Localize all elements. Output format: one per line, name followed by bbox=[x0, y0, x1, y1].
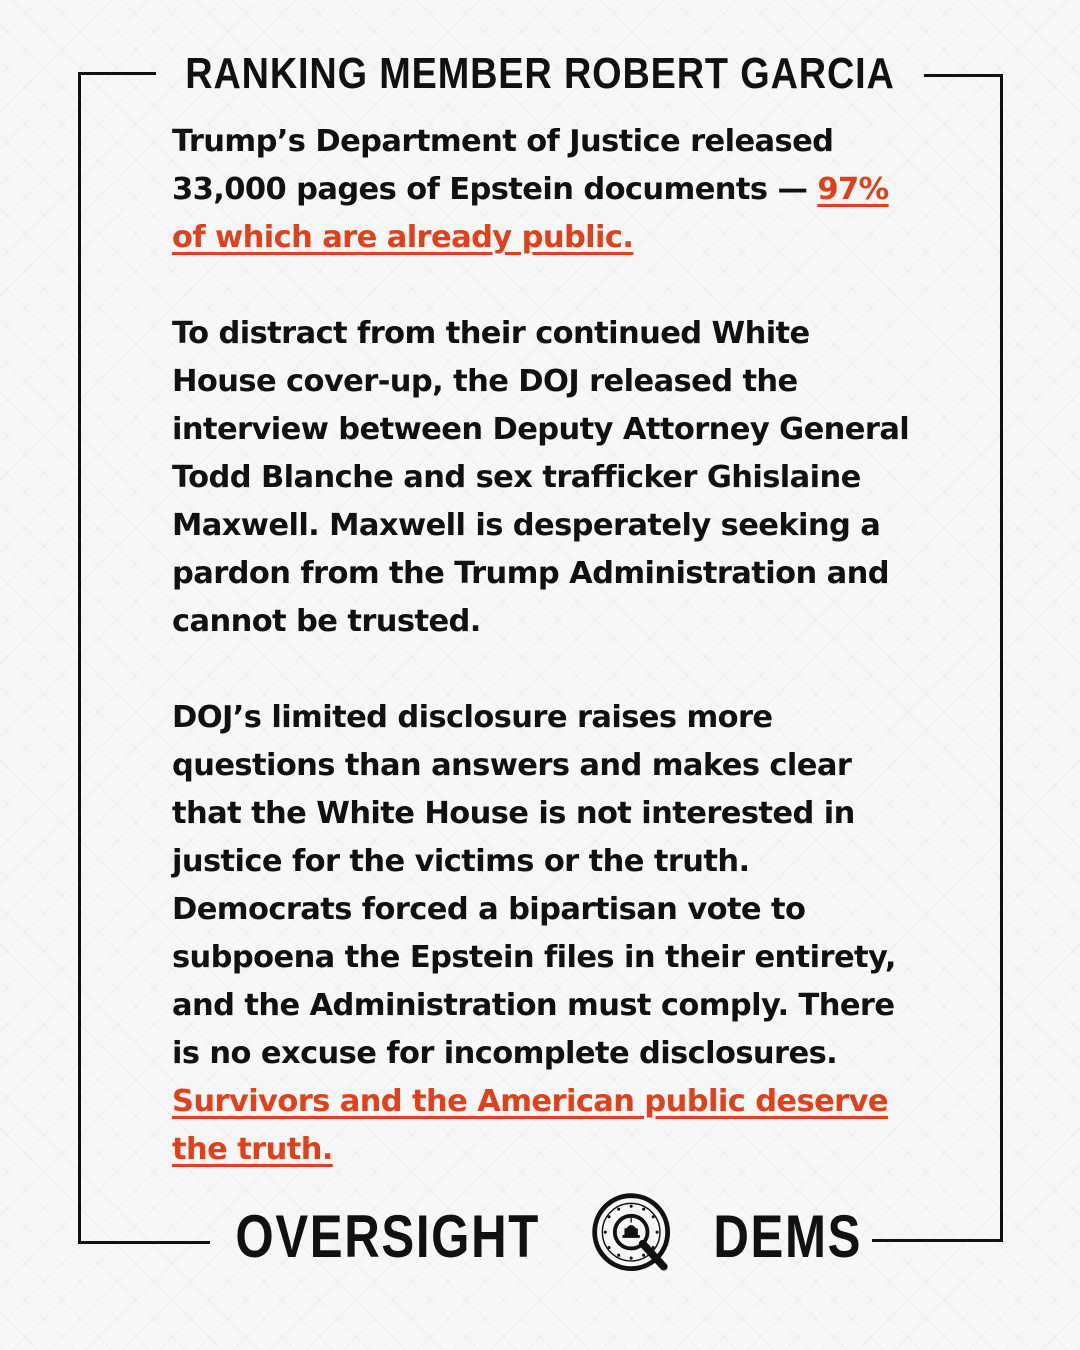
oversight-dems-logo bbox=[0, 1186, 1080, 1286]
logo-word-oversight: OVERSIGHT bbox=[235, 1202, 540, 1270]
logo-word-dems: DEMS bbox=[713, 1202, 863, 1270]
page-title: RANKING MEMBER ROBERT GARCIA bbox=[185, 49, 895, 98]
highlight-link-public[interactable]: 97% of which are already public. bbox=[172, 172, 889, 255]
statement-paragraph-3 bbox=[172, 694, 922, 1174]
statement-paragraph-2: To distract from their continued White House cover-up, the DOJ released the interview between Deputy Attorney General Todd Blanche and sex trafficker Ghislaine Maxwell. Maxwell is desperately seeking a pardon from the Trump Administration and cannot be trusted. bbox=[172, 316, 910, 639]
statement-paragraph-1 bbox=[172, 118, 922, 262]
frame-left-line bbox=[78, 72, 81, 1244]
paragraph-1-text: Trump’s Department of Justice released 33,000 pages of Epstein documents — bbox=[172, 124, 834, 207]
magnifier-capitol-seal-icon bbox=[587, 1188, 683, 1284]
statement-body bbox=[172, 118, 922, 1174]
paragraph-3-text: DOJ’s limited disclosure raises more questions than answers and makes clear that the White House is not interested in justice for the victims or the truth. Democrats forced a bipartisan vote to subpoena the Epstein files in their entirety, and the Administration must comply. There is no excuse for incomplete disclosures. bbox=[172, 700, 896, 1071]
highlight-link-truth[interactable]: Survivors and the American public deserve the truth. bbox=[172, 1084, 888, 1167]
frame-right-line bbox=[1000, 74, 1003, 1242]
